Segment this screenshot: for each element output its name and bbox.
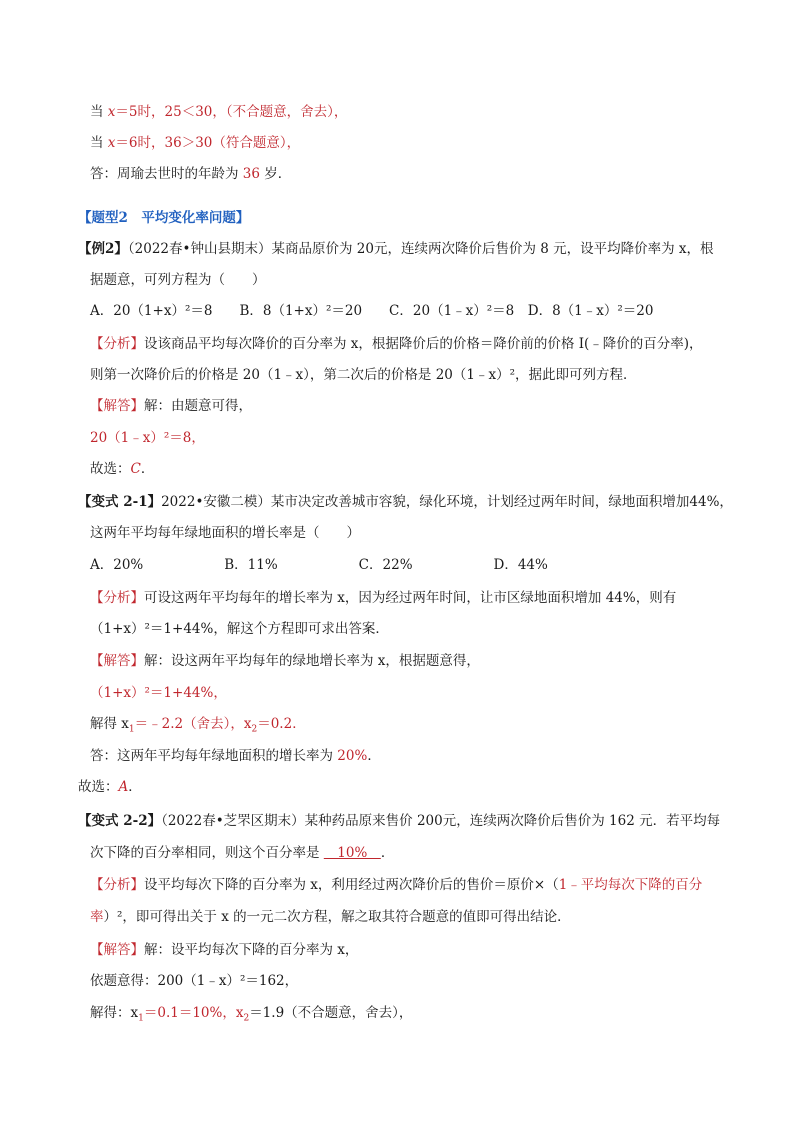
variant-2-1-options: A．20% B．11% C．22% D．44% [90,557,548,573]
answer-line-x6: 当 x＝6时，36＞30（符合题意）， [90,135,301,151]
answer-line-x5: 当 x＝5时，25＜30，（不合题意，舍去）， [90,104,348,120]
variant-2-1-answer: 答：这两年平均每年绿地面积的增长率为 20%． [90,748,381,764]
variant-2-1-analysis: 【分析】可设这两年平均每年的增长率为 x，因为经过两年时间，让市区绿地面积增加 44%，则有 [90,590,677,606]
example-2-analysis-cont: 则第一次降价后的价格是 20（1﹣x），第二次后的价格是 20（1﹣x）²，据此即可列方程． [90,367,637,383]
variant-2-2-analysis: 【分析】设平均每次下降的百分率为 x，利用经过两次降价后的售价＝原价×（1﹣平均每次下降的百分 [90,877,703,893]
example-2-question-cont: 据题意，可列方程为（ ） [90,272,266,288]
variant-2-2-question: 【变式 2-2】（2022春•芝罘区期末）某种药品原来售价 200元，连续两次降价后售价为 162 元．若平均每 [78,813,721,829]
variant-2-1-equation: （1+x）²＝1+44%， [90,685,227,701]
example-2-options: A．20（1+x）²＝8 B．8（1+x）²＝20 C．20（1﹣x）²＝8 D．8（1﹣x）²＝20 [90,303,654,319]
variant-2-2-question-cont: 次下降的百分率相同，则这个百分率是 10% ． [90,845,395,861]
variant-2-1-solution: 【解答】解：设这两年平均每年的绿地增长率为 x，根据题意得， [90,653,480,669]
example-2-choice: 故选：C． [90,461,155,477]
answer-conclusion: 答：周瑜去世时的年龄为 36 岁． [90,166,292,182]
variant-2-2-solution: 【解答】解：设平均每次下降的百分率为 x， [90,942,359,958]
variant-2-1-analysis-cont: （1+x）²＝1+44%，解这个方程即可求出答案． [90,621,389,637]
variant-2-1-choice: 故选：A． [78,779,142,795]
example-2-solution: 【解答】解：由题意可得， [90,398,252,414]
variant-2-2-result: 解得：$x_1=0.1=10\%$，$x_2=1.9$（不合题意，舍去）， [90,1005,413,1024]
variant-2-1-question: 【变式 2-1】2022•安徽二模）某市决定改善城市容貌，绿化环境，计划经过两年时间，绿地面积增加44%， [78,494,733,510]
example-2-equation: 20（1﹣x）²＝8， [90,430,205,446]
variant-2-2-equation: 依题意得：200（1﹣x）²＝162， [90,973,299,989]
example-2-analysis: 【分析】设该商品平均每次降价的百分率为 x，根据降价后的价格＝降价前的价格 I(﹣降价的百分率)， [90,336,703,352]
variant-2-2-analysis-cont: 率）²，即可得出关于 x 的一元二次方程，解之取其符合题意的值即可得出结论． [90,909,571,925]
variant-2-1-result: 解得 $x_1=﹣2.2$（舍去），$x_2=0.2$． [90,716,306,735]
example-2-question: 【例2】（2022春•钟山县期末）某商品原价为 20元，连续两次降价后售价为 8 元，设平均降价率为 x，根 [78,241,714,257]
variant-2-1-question-cont: 这两年平均每年绿地面积的增长率是（ ） [90,525,360,541]
section-heading: 【题型2 平均变化率问题】 [78,210,250,226]
